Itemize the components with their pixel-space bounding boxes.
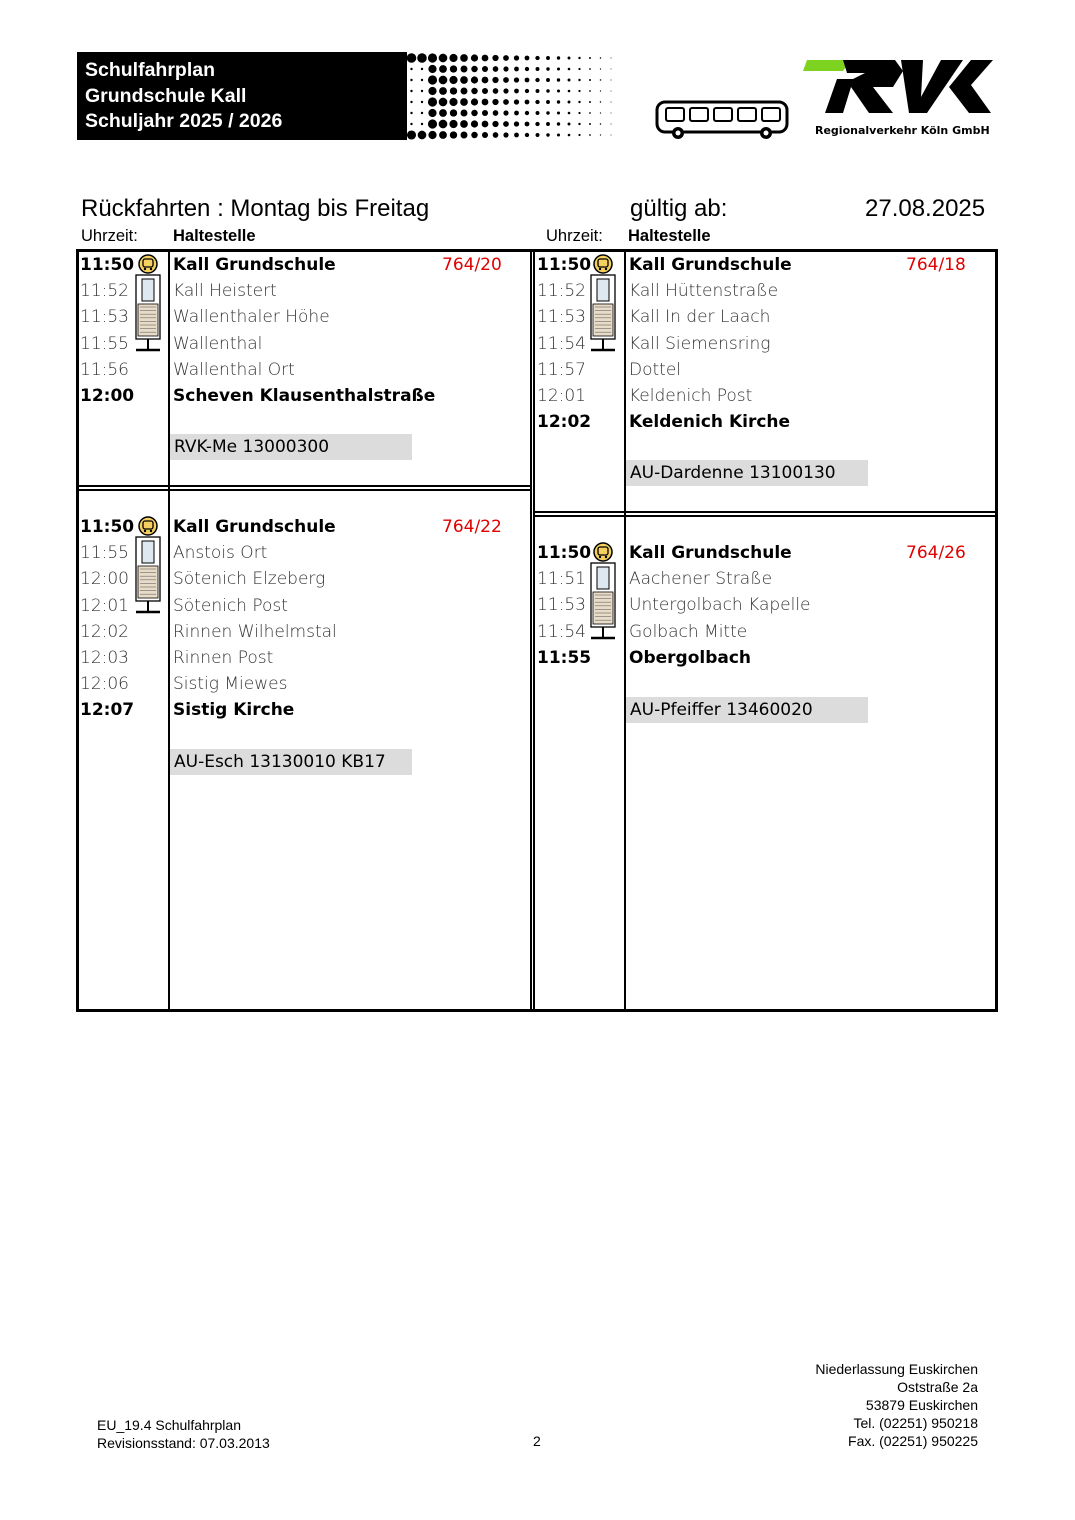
departure-time: 11:50 [80, 517, 135, 537]
departure-time: 11:52 [537, 281, 586, 302]
departure-time: 11:54 [537, 621, 586, 642]
grid-divider-left-col [530, 249, 532, 1012]
route-number: 764/22 [442, 517, 502, 537]
stop-name: Kall Heistert [173, 281, 277, 302]
header-title-line-1: Schulfahrplan [85, 59, 216, 81]
rvk-logo [803, 57, 993, 117]
stop-name: Keldenich Kirche [629, 412, 791, 433]
stop-name: Golbach Mitte [629, 621, 748, 642]
stop-name: Kall In der Laach [629, 307, 771, 328]
grid-divider-right-time [624, 249, 626, 1012]
column-header-stop-right: Haltestelle [628, 227, 711, 245]
footer-revision: Revisionsstand: 07.03.2013 [97, 1435, 270, 1451]
departure-time: 11:52 [80, 281, 129, 302]
stop-name: Scheven Klausenthalstraße [173, 386, 436, 406]
departure-time: 11:53 [537, 307, 586, 328]
bus-icon [654, 99, 790, 141]
stop-name: Keldenich Post [629, 386, 753, 406]
departure-time: 11:50 [537, 255, 592, 275]
bus-stop-sign-icon [133, 516, 163, 614]
operator-label: AU-Dardenne 13100130 [626, 460, 868, 486]
stop-name: Wallenthaler Höhe [173, 307, 330, 328]
departure-time: 11:51 [537, 569, 586, 590]
departure-time: 11:53 [80, 307, 129, 328]
departure-time: 11:56 [80, 359, 129, 380]
departure-time: 12:06 [80, 674, 129, 695]
footer-address-line-4: Tel. (02251) 950218 [853, 1415, 978, 1431]
stop-name: Dottel [629, 359, 682, 380]
departure-time: 11:53 [537, 595, 586, 616]
grid-separator-right-a [533, 511, 998, 513]
stop-name: Kall Siemensring [629, 333, 771, 354]
column-header-time-left: Uhrzeit: [81, 227, 138, 245]
grid-divider-right-col [533, 249, 535, 1012]
page-title: Rückfahrten : Montag bis Freitag [81, 195, 430, 222]
stop-name: Sötenich Elzeberg [173, 569, 326, 590]
stop-name: Sistig Kirche [173, 700, 295, 721]
route-number: 764/26 [906, 543, 966, 563]
route-number: 764/18 [906, 255, 966, 275]
stop-name: Kall Hüttenstraße [629, 281, 779, 302]
departure-time: 11:50 [80, 255, 135, 275]
departure-time: 12:01 [537, 386, 586, 406]
grid-separator-left-a [76, 485, 532, 487]
departure-time: 12:00 [80, 386, 135, 406]
operator-label: AU-Pfeiffer 13460020 [626, 697, 868, 723]
footer-address-line-1: Niederlassung Euskirchen [815, 1361, 978, 1377]
footer-address-line-5: Fax. (02251) 950225 [848, 1433, 978, 1449]
grid-separator-left-b [76, 489, 532, 491]
departure-time: 12:00 [80, 569, 129, 590]
stop-name: Kall Grundschule [173, 255, 336, 275]
grid-top-border [76, 249, 998, 252]
header-title-line-2: Grundschule Kall [85, 84, 247, 107]
stop-name: Kall Grundschule [173, 517, 336, 537]
departure-time: 11:55 [80, 543, 129, 564]
header-title-box [77, 52, 407, 140]
operator-label: RVK-Me 13000300 [170, 434, 412, 460]
departure-time: 11:57 [537, 359, 586, 380]
footer-address-line-2: Oststraße 2a [897, 1379, 978, 1395]
departure-time: 11:55 [537, 647, 592, 668]
footer-address-line-3: 53879 Euskirchen [865, 1397, 978, 1413]
footer-address [815, 1360, 978, 1450]
stop-name: Kall Grundschule [629, 255, 792, 275]
operator-label: AU-Esch 13130010 KB17 [170, 749, 412, 775]
departure-time: 12:07 [80, 700, 135, 721]
stop-name: Rinnen Wilhelmstal [173, 621, 337, 642]
stop-name: Wallenthal Ort [173, 359, 295, 380]
departure-time: 11:54 [537, 333, 586, 354]
grid-separator-right-b [533, 515, 998, 517]
departure-time: 12:02 [537, 412, 592, 433]
departure-time: 11:50 [537, 543, 592, 563]
departure-time: 11:55 [80, 333, 129, 354]
grid-bottom-border [76, 1009, 998, 1012]
halftone-pattern-icon [395, 52, 655, 142]
header-title-line-3: Schuljahr 2025 / 2026 [85, 110, 283, 132]
column-header-stop-left: Haltestelle [173, 227, 256, 245]
grid-left-border [76, 249, 79, 1012]
departure-time: 12:01 [80, 595, 129, 616]
stop-name: Sötenich Post [173, 595, 288, 616]
stop-name: Kall Grundschule [629, 543, 792, 563]
stop-name: Rinnen Post [173, 648, 274, 668]
stop-name: Anstois Ort [173, 543, 268, 564]
departure-time: 12:02 [80, 621, 129, 642]
stop-name: Aachener Straße [629, 569, 773, 590]
logo-subtitle: Regionalverkehr Köln GmbH [815, 124, 990, 137]
column-header-time-right: Uhrzeit: [546, 227, 603, 245]
valid-from-date: 27.08.2025 [865, 195, 986, 222]
bus-stop-sign-icon [133, 254, 163, 352]
valid-from-label: gültig ab: [630, 195, 728, 222]
grid-right-border [995, 249, 998, 1012]
footer-doc-id: EU_19.4 Schulfahrplan [97, 1417, 241, 1433]
bus-stop-sign-icon [588, 542, 618, 640]
stop-name: Sistig Miewes [173, 674, 288, 695]
route-number: 764/20 [442, 255, 502, 275]
grid-divider-left-time [168, 249, 170, 1012]
stop-name: Wallenthal [173, 333, 263, 354]
stop-name: Untergolbach Kapelle [629, 595, 811, 616]
bus-stop-sign-icon [588, 254, 618, 352]
page-number: 2 [533, 1433, 541, 1449]
stop-name: Obergolbach [629, 647, 752, 668]
departure-time: 12:03 [80, 648, 129, 668]
